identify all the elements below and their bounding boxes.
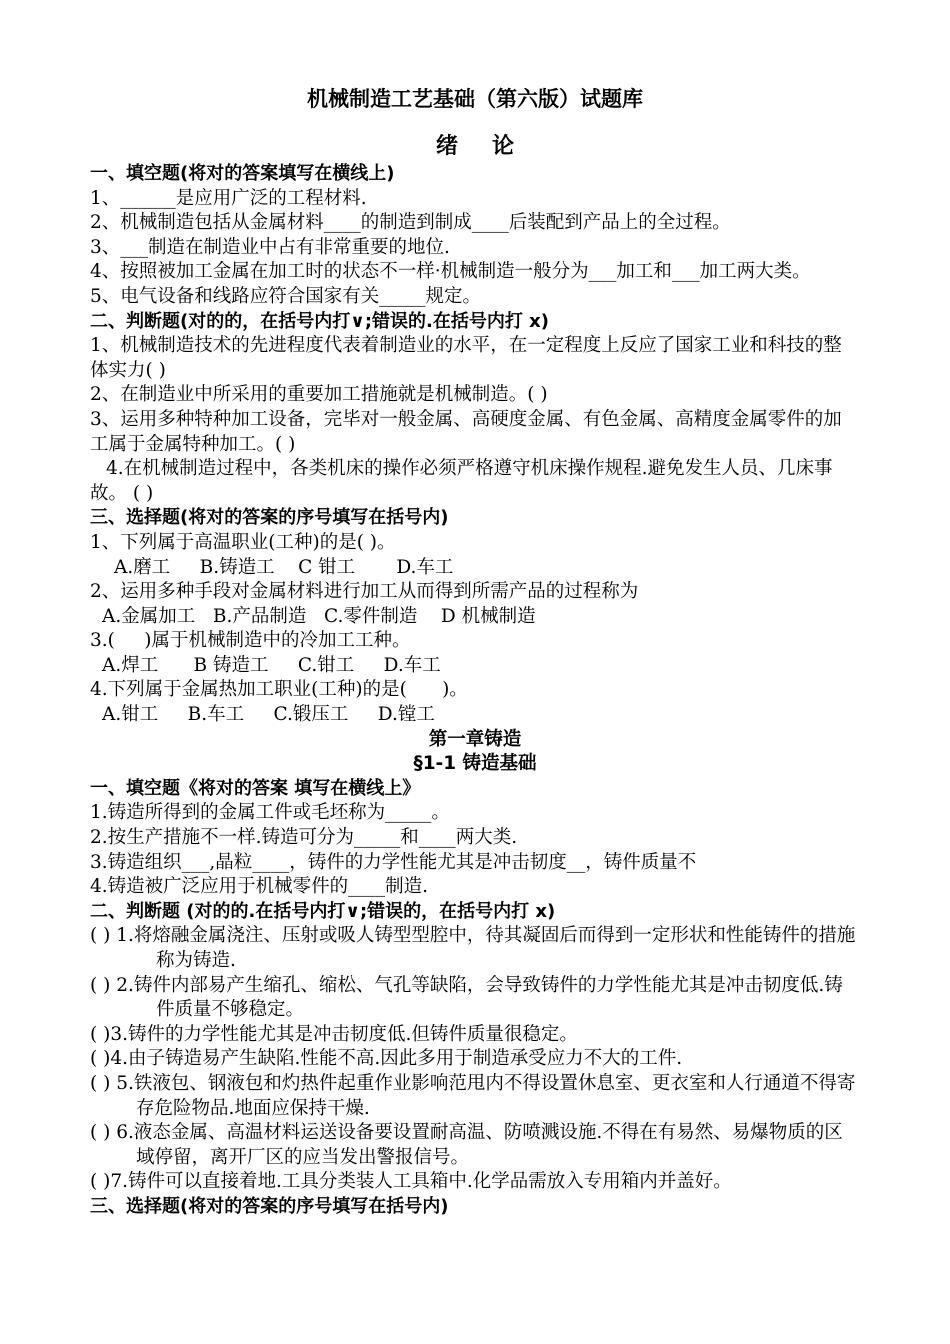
- question-item: 4.在机械制造过程中，各类机床的操作必须严格遵守机床操作规程.避免发生人员、几床事故。 ( ): [90, 458, 833, 504]
- question-item: 3.铸造组织___,晶粒____，铸件的力学性能尤其是冲击韧度__，铸件质量不: [90, 851, 697, 873]
- question-item: 2、在制造业中所采用的重要加工措施就是机械制造。( ): [90, 384, 548, 406]
- choice-options: A.金属加工 B.产品制造 C.零件制造 D 机械制造: [102, 605, 536, 627]
- question-item: ( ) 6.液态金属、高温材料运送设备要设置耐高温、防喷溅设施.不得在有易然、易爆物质的区域停留，离开厂区的应当发出警报信号。: [90, 1122, 843, 1168]
- question-item: ( ) 2.铸件内部易产生缩孔、缩松、气孔等缺陷，会导致铸件的力学性能尤其是冲击韧度低.铸件质量不够稳定。: [90, 974, 843, 1021]
- question-item: 2.按生产措施不一样.铸造可分为_____和____两大类.: [90, 827, 518, 849]
- intro-choice-heading: 三、选择题(将对的答案的序号填写在括号内): [90, 507, 449, 529]
- chapter-title: 第一章铸造: [428, 728, 522, 750]
- document-title: 机械制造工艺基础（第六版）试题库: [307, 87, 643, 111]
- question-item: 1.铸造所得到的金属工件或毛坯称为_____。: [90, 802, 450, 824]
- intro-judge-heading: 二、判断题(对的的，在括号内打∨;错误的.在括号内打 x): [90, 310, 549, 332]
- question-item: 4、按照被加工金属在加工时的状态不一样·机械制造一般分为___加工和___加工两大类。: [90, 261, 811, 283]
- section-title: §1-1 铸造基础: [413, 753, 537, 775]
- question-item: 3、运用多种特种加工设备，完毕对一般金属、高硬度金属、有色金属、高精度金属零件的加工属于金属特种加工。( ): [90, 408, 842, 455]
- question-item: ( )4.由子铸造易产生缺陷.性能不高.因此多用于制造承受应力不大的工件.: [90, 1048, 683, 1070]
- document-page: [90, 84, 860, 1220]
- question-item: ( ) 5.铁液包、钢液包和灼热件起重作业影响范甩内不得设置休息室、更衣室和人行通道不得寄存危险物品.地面应保持干燥.: [90, 1072, 856, 1119]
- ch1-judge-heading: 二、判断题 (对的的.在括号内打∨;错误的，在括号内打 x): [90, 900, 556, 922]
- intro-title: 绪论: [435, 134, 548, 159]
- question-item: ( ) 1.将熔融金属浇注、压射或吸人铸型型腔中，待其凝固后而得到一定形状和性能铸件的措施称为铸造.: [90, 925, 856, 971]
- choice-options: A.磨工 B.铸造工 C 钳工 D.车工: [114, 556, 454, 578]
- question-item: 4.铸造被广泛应用于机械零件的____制造.: [90, 876, 429, 898]
- question-item: ( )7.铸件可以直接着地.工具分类装人工具箱中.化学品需放入专用箱内并盖好。: [90, 1171, 732, 1193]
- question-item: ( )3.铸件的力学性能尤其是冲击韧度低.但铸件质量很稳定。: [90, 1023, 578, 1045]
- intro-fill-heading: 一、填空题(将对的答案填写在横线上): [90, 163, 395, 184]
- question-item: 1、下列属于高温职业(工种)的是( )。: [90, 531, 396, 553]
- question-item: 1、______是应用广泛的工程材料.: [90, 187, 367, 209]
- choice-options: A.钳工 B.车工 C.锻压工 D.镗工: [102, 704, 435, 726]
- ch1-choice-heading: 三、选择题(将对的答案的序号填写在括号内): [90, 1195, 449, 1217]
- question-item: 2、运用多种手段对金属材料进行加工从而得到所需产品的过程称为: [90, 581, 639, 603]
- choice-options: A.焊工 B 铸造工 C.钳工 D.车工: [102, 654, 441, 676]
- question-item: 2、机械制造包括从金属材料____的制造到制成____后装配到产品上的全过程。: [90, 212, 731, 234]
- question-item: 4.下列属于金属热加工职业(工种)的是( )。: [90, 679, 468, 701]
- question-item: 3.( )属于机械制造中的冷加工工种。: [90, 630, 411, 652]
- question-item: 1、机械制造技术的先进程度代表着制造业的水平，在一定程度上反应了国家工业和科技的整体实力( ): [90, 335, 842, 381]
- question-item: 3、___制造在制造业中占有非常重要的地位.: [90, 236, 450, 258]
- question-item: 5、电气设备和线路应符合国家有关_____规定。: [90, 285, 482, 307]
- ch1-fill-heading: 一、填空题《将对的答案 填写在横线上》: [90, 777, 421, 799]
